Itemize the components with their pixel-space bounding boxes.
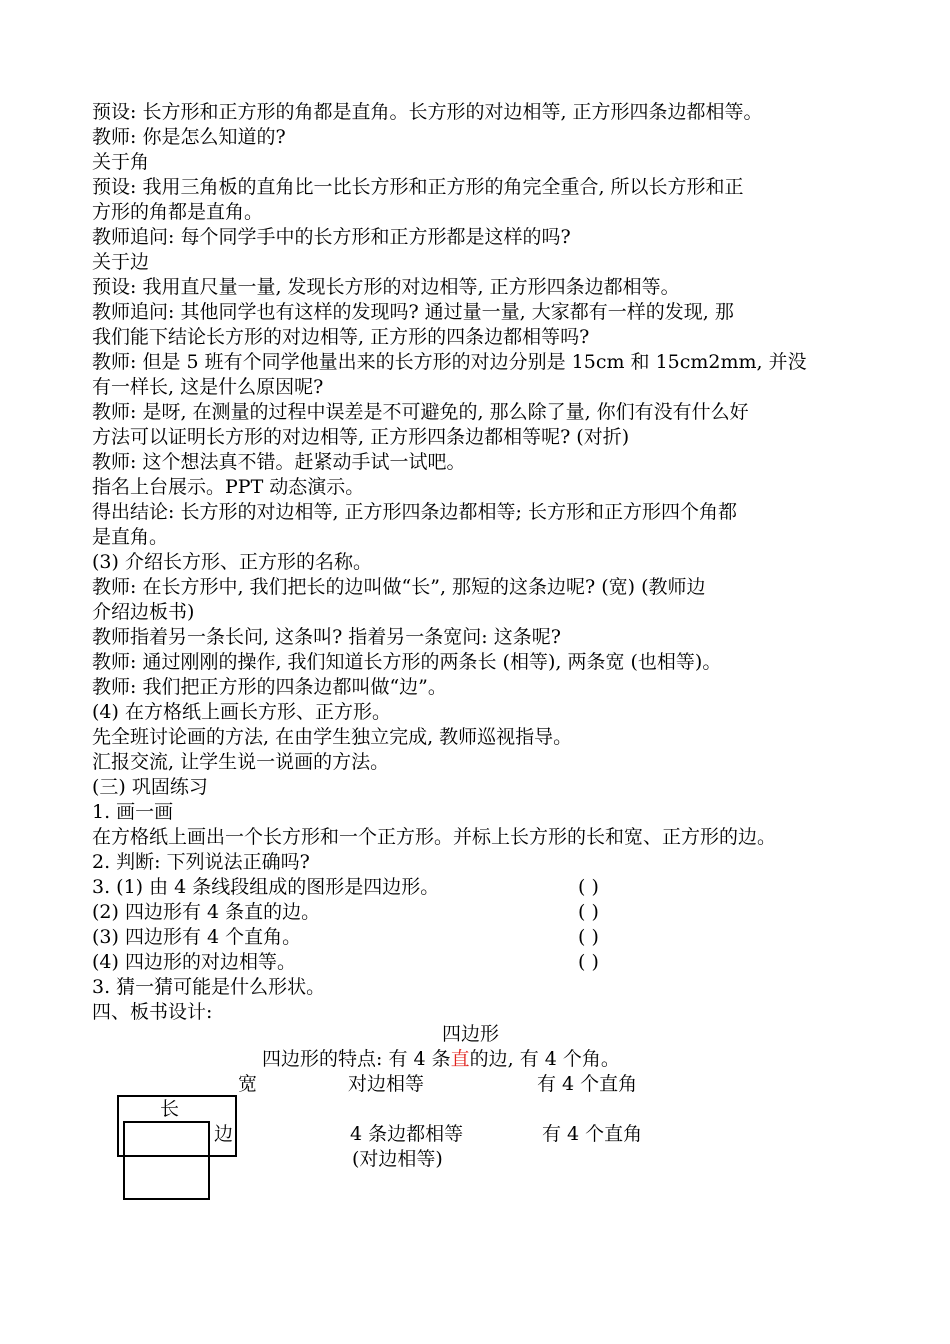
text-line: 我们能下结论长方形的对边相等, 正方形的四条边都相等吗?: [92, 326, 590, 348]
rect-angles-note: 有 4 个直角: [537, 1073, 638, 1095]
text-line: 汇报交流, 让学生说一说画的方法。: [92, 751, 390, 773]
answer-bracket: ( ): [578, 901, 599, 923]
board-feature: [262, 1047, 620, 1072]
section-heading: (4) 在方格纸上画长方形、正方形。: [92, 701, 391, 723]
text-line: 有一样长, 这是什么原因呢?: [92, 376, 324, 398]
text-line: 先全班讨论画的方法, 在由学生独立完成, 教师巡视指导。: [92, 726, 573, 748]
text-line: 教师追问: 其他同学也有这样的发现吗? 通过量一量, 大家都有一样的发现, 那: [92, 301, 734, 323]
section-heading: 关于角: [92, 151, 150, 173]
judge-item: (4) 四边形的对边相等。: [92, 951, 296, 973]
square-angles-note: 有 4 个直角: [542, 1123, 643, 1145]
exercise-heading: 3. 猜一猜可能是什么形状。: [92, 976, 326, 998]
section-heading: (3) 介绍长方形、正方形的名称。: [92, 551, 372, 573]
square-shape: [123, 1121, 210, 1200]
section-heading: (三) 巩固练习: [92, 776, 208, 798]
label-length: 长: [160, 1098, 180, 1120]
text-line: 教师: 通过刚刚的操作, 我们知道长方形的两条长 (相等), 两条宽 (也相等)。: [92, 651, 722, 673]
text-line: 是直角。: [92, 526, 169, 548]
text-line: 教师追问: 每个同学手中的长方形和正方形都是这样的吗?: [92, 226, 571, 248]
text-line: 教师: 你是怎么知道的?: [92, 126, 286, 148]
text-line: 教师: 我们把正方形的四条边都叫做“边”。: [92, 676, 447, 698]
board-title: 四边形: [442, 1023, 500, 1045]
text-line: 得出结论: 长方形的对边相等, 正方形四条边都相等; 长方形和正方形四个角都: [92, 501, 737, 523]
text-line: 教师: 在长方形中, 我们把长的边叫做“长”, 那短的这条边呢? (宽) (教师边: [92, 576, 706, 598]
exercise-heading: 1. 画一画: [92, 801, 174, 823]
answer-bracket: ( ): [578, 876, 599, 898]
exercise-heading: 2. 判断: 下列说法正确吗?: [92, 851, 310, 873]
section-heading: 关于边: [92, 251, 150, 273]
text-line: 在方格纸上画出一个长方形和一个正方形。并标上长方形的长和宽、正方形的边。: [92, 826, 777, 848]
board-feature-highlight: 直: [450, 1048, 470, 1070]
square-sides-note: 4 条边都相等: [350, 1123, 464, 1145]
text-line: 方形的角都是直角。: [92, 201, 264, 223]
text-line: 介绍边板书): [92, 601, 195, 623]
text-line: 预设: 我用三角板的直角比一比长方形和正方形的角完全重合, 所以长方形和正: [92, 176, 744, 198]
judge-item: (2) 四边形有 4 条直的边。: [92, 901, 321, 923]
judge-item: 3. (1) 由 4 条线段组成的图形是四边形。: [92, 876, 440, 898]
rect-sides-note: 对边相等: [348, 1073, 425, 1095]
answer-bracket: ( ): [578, 951, 599, 973]
text-line: 指名上台展示。PPT 动态演示。: [92, 476, 365, 498]
text-line: 教师: 这个想法真不错。赶紧动手试一试吧。: [92, 451, 466, 473]
judge-item: (3) 四边形有 4 个直角。: [92, 926, 302, 948]
text-line: 教师: 是呀, 在测量的过程中误差是不可避免的, 那么除了量, 你们有没有什么好: [92, 401, 749, 423]
square-opposite-note: (对边相等): [352, 1148, 443, 1170]
board-feature-post: 的边, 有 4 个角。: [469, 1048, 620, 1070]
text-line: 教师指着另一条长问, 这条叫? 指着另一条宽问: 这条呢?: [92, 626, 561, 648]
answer-bracket: ( ): [578, 926, 599, 948]
section-heading: 四、板书设计:: [92, 1001, 213, 1023]
label-side: 边: [214, 1123, 234, 1145]
text-line: 方法可以证明长方形的对边相等, 正方形四条边都相等呢? (对折): [92, 426, 630, 448]
text-line: 预设: 我用直尺量一量, 发现长方形的对边相等, 正方形四条边都相等。: [92, 276, 680, 298]
text-line: 预设: 长方形和正方形的角都是直角。长方形的对边相等, 正方形四条边都相等。: [92, 101, 763, 123]
text-line: 教师: 但是 5 班有个同学他量出来的长方形的对边分别是 15cm 和 15cm2mm, 并没: [92, 351, 807, 373]
label-width: 宽: [238, 1073, 258, 1095]
board-feature-pre: 四边形的特点: 有 4 条: [262, 1048, 451, 1070]
